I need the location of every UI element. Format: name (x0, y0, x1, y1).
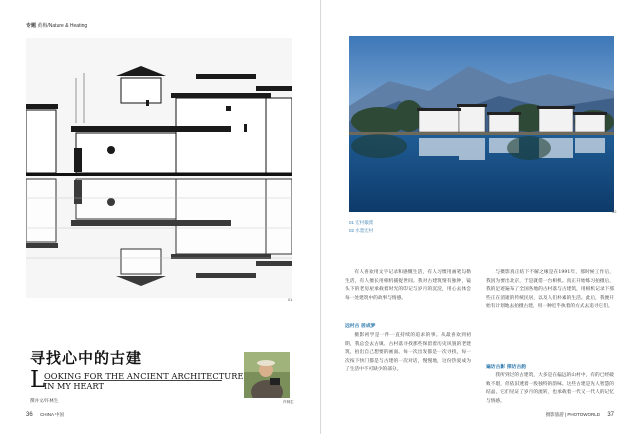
body-column-1 (345, 269, 471, 303)
footer-right-label: 摄影旅游 | PHOTOWORLD (545, 412, 601, 417)
paragraph: 摄影初学是一件一直持续的追求的事。从最喜欢到初期，我总会去古镇、古村落寻找那些保留着历史风貌的老建筑，拍出自己想要的画面。每一次出发都是一次寻找，每一次按下快门都是与古建的一次对话，慢慢地，这份热爱成为了生活中不可缺少的部分。 (345, 333, 471, 373)
body-column-2 (486, 269, 614, 312)
paragraph: 与摄影真正结下不解之缘是在1991年，那时候工作后，我因为要出北京，于是就借一台相机。真正开始练习拍摄后，我的足迹遍布了全国各地的古村落与古建筑，用相机记录下那些正在消逝的传统民居，以及人们朴素的生活。此后，我便开始有计划地去拍摄古建，用一种近乎执着的方式去追寻它们。 (486, 270, 614, 310)
page-number-right: 37 (607, 412, 614, 418)
title-drop-cap: L (30, 367, 46, 393)
footer-right (546, 412, 614, 418)
page-gutter (320, 0, 321, 434)
page-number-left: 36 (26, 412, 33, 418)
author-name: 许林生 (283, 400, 294, 404)
subheading-2: 遍访古影 探访古韵 (486, 364, 527, 370)
village-lake-color-photo (349, 36, 617, 214)
article-title-chinese: 寻找心中的古建 (30, 349, 143, 367)
title-english-line1: OOKING FOR THE ANCIENT ARCHITECTURE (44, 371, 244, 381)
footer-left-label: CHINA 中国 (39, 412, 64, 417)
paragraph: 有人喜欢用文字记录和感慨生活，有人习惯用画笔勾勒生活，有人擅长用相机捕捉世间。我对古建筑情有独钟，镜头下的老房屋承载着时光的印记与岁月的沉淀，用心去体会每一处建筑中的故事与情感。 (345, 270, 471, 301)
photo-left-number: 01 (288, 297, 293, 302)
header-section: 专题 (26, 23, 37, 29)
title-english-line2: IN MY HEART (44, 381, 104, 391)
subheading-1: 远村古 居成梦 (345, 323, 376, 329)
paragraph: 我所到过的古建筑，大多是在偏远的山村中，有的已经破败不堪，但依旧透着一股独特的韵味。这些古建是先人智慧的结晶，它们见证了岁月的流转，也承载着一代又一代人的记忆与情感。 (486, 373, 614, 404)
photo-right-number: 02 (612, 209, 617, 214)
body-column-1b (345, 332, 471, 375)
article-title-english (30, 367, 244, 395)
footer-left (26, 412, 64, 418)
byline: 撰并文/许林生 (30, 398, 59, 403)
body-column-2b (486, 372, 614, 406)
page-header (26, 22, 87, 29)
caption-1: 01 宏村徽派 (349, 220, 374, 225)
ancient-village-bw-photo (26, 38, 292, 298)
header-subsection: 黄梅/Nature & Heating (37, 23, 88, 29)
caption-2: 02 水墨宏村 (349, 228, 374, 233)
photo-captions (349, 219, 373, 235)
author-photo (244, 352, 290, 398)
